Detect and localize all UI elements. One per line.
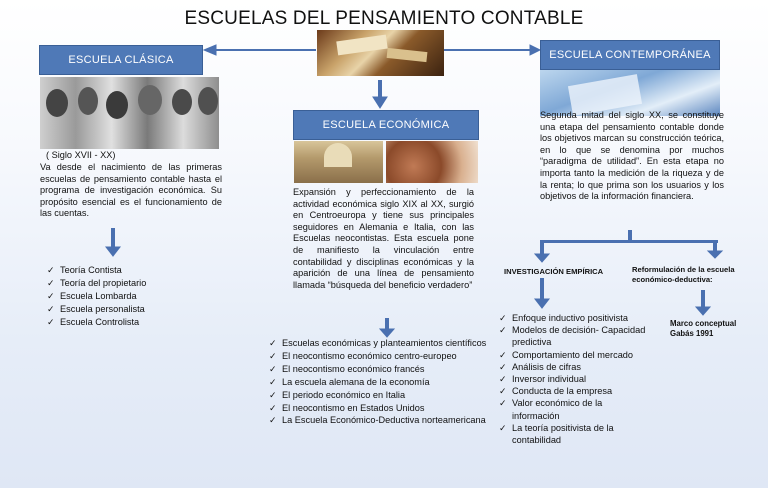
list-item (499, 324, 649, 348)
clasica-description: Va desde el nacimiento de las primeras escuelas de pensamiento contable hasta el programa de investigación económica. Su propósito esencial es el funcionamiento de las cuentas. (40, 162, 222, 219)
list-item (47, 316, 146, 329)
checkmark-icon: ✓ (47, 277, 55, 288)
list-item-label: El neocontismo económico centro-europeo (282, 350, 457, 361)
escuela-clasica-header: ESCUELA CLÁSICA (39, 45, 203, 75)
list-item-label: El periodo económico en Italia (282, 389, 406, 400)
checkmark-icon: ✓ (499, 349, 507, 360)
clasica-period: ( Siglo XVII - XX) (46, 150, 116, 160)
checkmark-icon: ✓ (499, 361, 507, 372)
checkmark-icon: ✓ (269, 363, 277, 374)
page-title: ESCUELAS DEL PENSAMIENTO CONTABLE (184, 8, 584, 29)
list-item (269, 376, 486, 389)
athens-school-image (294, 141, 383, 183)
arrow-down-icon (373, 97, 387, 108)
checkmark-icon: ✓ (269, 350, 277, 361)
arrow-down-icon (380, 329, 394, 337)
checkmark-icon: ✓ (499, 374, 507, 385)
clasica-list (47, 264, 146, 329)
list-item (47, 303, 146, 316)
checkmark-icon: ✓ (499, 313, 507, 323)
list-item-label: Escuelas económicas y planteamientos científicos (282, 338, 487, 348)
list-item (499, 349, 649, 361)
arrow-down-icon (106, 247, 120, 256)
contemporanea-text-clip (540, 110, 724, 228)
checkmark-icon: ✓ (269, 376, 277, 387)
list-item-label: Escuela Lombarda (60, 290, 137, 301)
economica-description: Expansión y perfeccionamiento de la actividad económica siglo XIX al XX, surgió en Centroeuropa y tiene sus principales seguidores en Alemania e Italia, con las Escuelas neocontistas. Esta escuela pone de manifiesto la vinculación entre contabilidad y disciplinas económicas y la aparición de una línea de pensamiento llamada “búsqueda del beneficio verdadero” (293, 187, 474, 290)
list-item (499, 385, 649, 397)
list-item-label: El neocontismo económico francés (282, 363, 425, 374)
list-item (499, 312, 649, 324)
checkmark-icon: ✓ (269, 402, 277, 413)
list-item-label: Teoría del propietario (60, 277, 147, 288)
escuela-contemporanea-header: ESCUELA CONTEMPORÁNEA (540, 40, 720, 70)
list-item-label: Enfoque inductivo positivista (512, 313, 628, 323)
list-item-label: Teoría Contista (60, 265, 122, 275)
historical-portraits-image (40, 77, 219, 149)
list-item-label: Conducta de la empresa (512, 386, 613, 397)
investigacion-list (499, 312, 649, 446)
checkmark-icon: ✓ (269, 415, 277, 426)
escuela-economica-header: ESCUELA ECONÓMICA (293, 110, 479, 140)
checkmark-icon: ✓ (47, 265, 55, 275)
arrow-down-icon (535, 299, 549, 308)
list-item-label: Escuela Controlista (60, 316, 140, 327)
arrow-down-icon (708, 251, 722, 258)
list-item-label: La teoría positivista de la contabilidad (512, 422, 614, 446)
list-item (269, 337, 486, 350)
arrow-down-icon (696, 307, 710, 315)
checkmark-icon: ✓ (47, 303, 55, 314)
list-item (269, 363, 486, 376)
checkmark-icon: ✓ (269, 389, 277, 400)
list-item (269, 389, 486, 402)
list-item-label: Escuela personalista (60, 303, 145, 314)
list-item (499, 397, 649, 421)
list-item (269, 414, 486, 427)
checkmark-icon: ✓ (499, 325, 507, 336)
checkmark-icon: ✓ (499, 398, 507, 409)
list-item (499, 373, 649, 385)
list-item (47, 277, 146, 290)
list-item-label: Análisis de cifras (512, 361, 581, 372)
books-image (317, 30, 444, 76)
checkmark-icon: ✓ (269, 338, 277, 348)
list-item-label: La Escuela Económico-Deductiva norteamericana (282, 415, 486, 426)
list-item (269, 350, 486, 363)
list-item (499, 361, 649, 373)
checkmark-icon: ✓ (499, 422, 507, 433)
list-item-label: Modelos de decisión- Capacidad predictiva (512, 325, 646, 348)
checkmark-icon: ✓ (47, 316, 55, 327)
list-item (269, 402, 486, 415)
arrow-right-icon (530, 45, 540, 55)
contemporanea-description: Segunda mitad del siglo XX, se constituye una etapa del pensamiento contable donde los objetivos marcan su construcción teórica, en lo que se denomina por muchos “paradigma de utilidad”. En esta etapa no importa tanto la medición de la riqueza y de la renta; lo que prima son los usuarios y los objetivos de la información financiera. (540, 110, 724, 202)
economica-list (269, 337, 486, 427)
list-item (47, 264, 146, 277)
list-item (499, 422, 649, 446)
arrow-left-icon (204, 45, 216, 55)
list-item-label: La escuela alemana de la economía (282, 376, 430, 387)
list-item-label: Inversor individual (512, 374, 587, 385)
list-item-label: El neocontismo en Estados Unidos (282, 402, 425, 413)
list-item-label: Comportamiento del mercado (512, 349, 634, 360)
arrow-down-icon (535, 254, 549, 262)
reformulacion-label: Reformulación de la escuela económico-deductiva: (632, 265, 735, 284)
marco-conceptual: Marco conceptual Gabás 1991 (670, 319, 737, 338)
list-item (47, 290, 146, 303)
list-item-label: Valor económico de la información (512, 398, 603, 421)
checkmark-icon: ✓ (499, 386, 507, 397)
investigacion-empirica-label: INVESTIGACIÓN EMPÍRICA (504, 267, 604, 276)
checkmark-icon: ✓ (47, 290, 55, 301)
coins-image (386, 141, 478, 183)
